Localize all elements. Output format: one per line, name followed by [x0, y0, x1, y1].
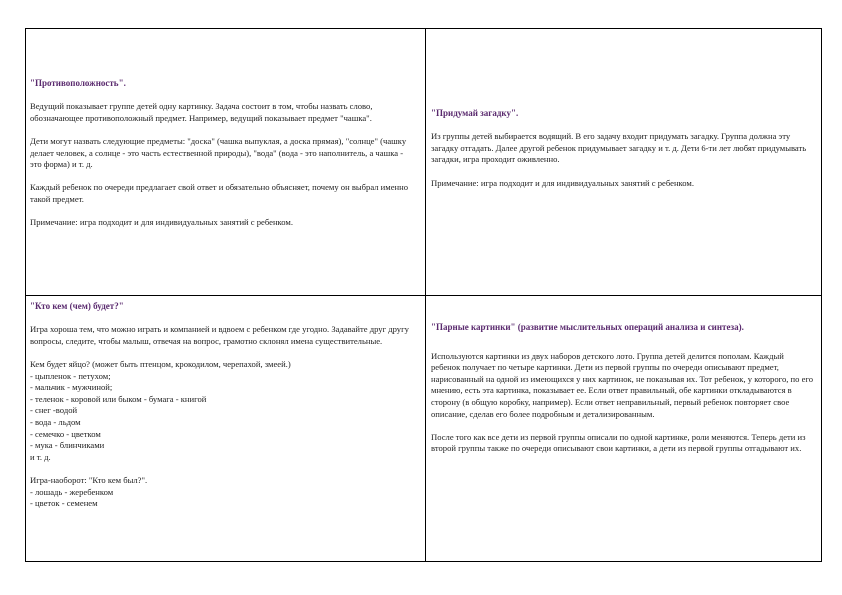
card-opposites — [30, 78, 415, 240]
list-item: и т. д. — [30, 451, 51, 462]
card-title: "Противоположность". — [30, 78, 126, 88]
paragraph: Дети могут назвать следующие предметы: "доска" (чашка выпуклая, а доска прямая), "солнце" (чашку делает человек, а солнце - это часть естественной природы), "вода" (вода - это наполнитель, а чашка - это форма) и т. д. — [30, 135, 407, 170]
reverse-game: Игра-наоборот: "Кто кем был?". — [30, 474, 148, 485]
list-item: - вода - льдом — [30, 416, 81, 427]
question: Кем будет яйцо? (может быть птенцом, крокодилом, черепахой, змеей.) — [30, 358, 291, 369]
paragraph: Из группы детей выбирается водящий. В его задачу входит придумать загадку. Группа должна эту загадку отгадать. Далее другой ребенок придумывает загадку и т. д. Дети 6-ти лет любят придумывать загадки, игра проходит оживленно. — [431, 131, 807, 165]
list-item: - цветок - семенем — [30, 498, 98, 509]
list-item: - снег -водой — [30, 405, 78, 416]
paragraph: Каждый ребенок по очереди предлагает свой ответ и обязательно объясняет, почему он выбрал именно такой предмет. — [30, 182, 409, 204]
paragraph: Ведущий показывает группе детей одну картинку. Задача состоит в том, чтобы назвать слово, обозначающее противоположный предмет. Например, ведущий показывает предмет "чашка". — [30, 101, 373, 123]
card-who-will-be — [30, 301, 415, 510]
card-title: "Парные картинки" (развитие мыслительных операций анализа и синтеза). — [431, 322, 744, 332]
list-item: - семечко - цветком — [30, 428, 101, 439]
card-pair-pictures — [431, 322, 815, 467]
list-item: - мальчик - мужчиной; — [30, 382, 113, 393]
list-item: - теленок - коровой или быком - бумага - книгой — [30, 393, 207, 404]
paragraph: Используются картинки из двух наборов детского лото. Группа детей делится пополам. Каждый ребенок получает по четыре картинки. Дети из первой группы по очереди описывают предмет, нарисованный на одной из имеющихся у них картинок, не показывая их. Тот ребенок, у которого, по его мнению, есть эта картинка, показывает ее. Если ответ правильный, обе картинки откладываются в сторону (в общую коробку, например). Если ответ неправильный, первый ребенок повторяет свое описание, сделав его более подробным и детализированным. — [431, 350, 814, 419]
list-item: - лошадь - жеребенком — [30, 486, 114, 497]
card-title: "Придумай загадку". — [431, 108, 519, 118]
list-item: - мука - блинчиками — [30, 440, 105, 451]
paragraph: После того как все дети из первой группы описали по одной картинке, роли меняются. Теперь дети из второй группы также по очереди описывают свои картинки, а дети из первой группы отгадывают их. — [431, 431, 806, 454]
list-item: - цыпленок - петухом; — [30, 370, 111, 381]
table-divider-horizontal — [25, 295, 822, 296]
note: Примечание: игра подходит и для индивидуальных занятий с ребенком. — [30, 217, 293, 228]
card-riddle — [431, 108, 815, 201]
card-title: "Кто кем (чем) будет?" — [30, 301, 124, 311]
paragraph: Игра хороша тем, что можно играть и компанией и вдвоем с ребенком где угодно. Задавайте друг другу вопросы, следите, чтобы малыш, отвечая на вопрос, грамотно склонял имена существительные. — [30, 324, 409, 346]
note: Примечание: игра подходит и для индивидуальных занятий с ребенком. — [431, 177, 694, 188]
